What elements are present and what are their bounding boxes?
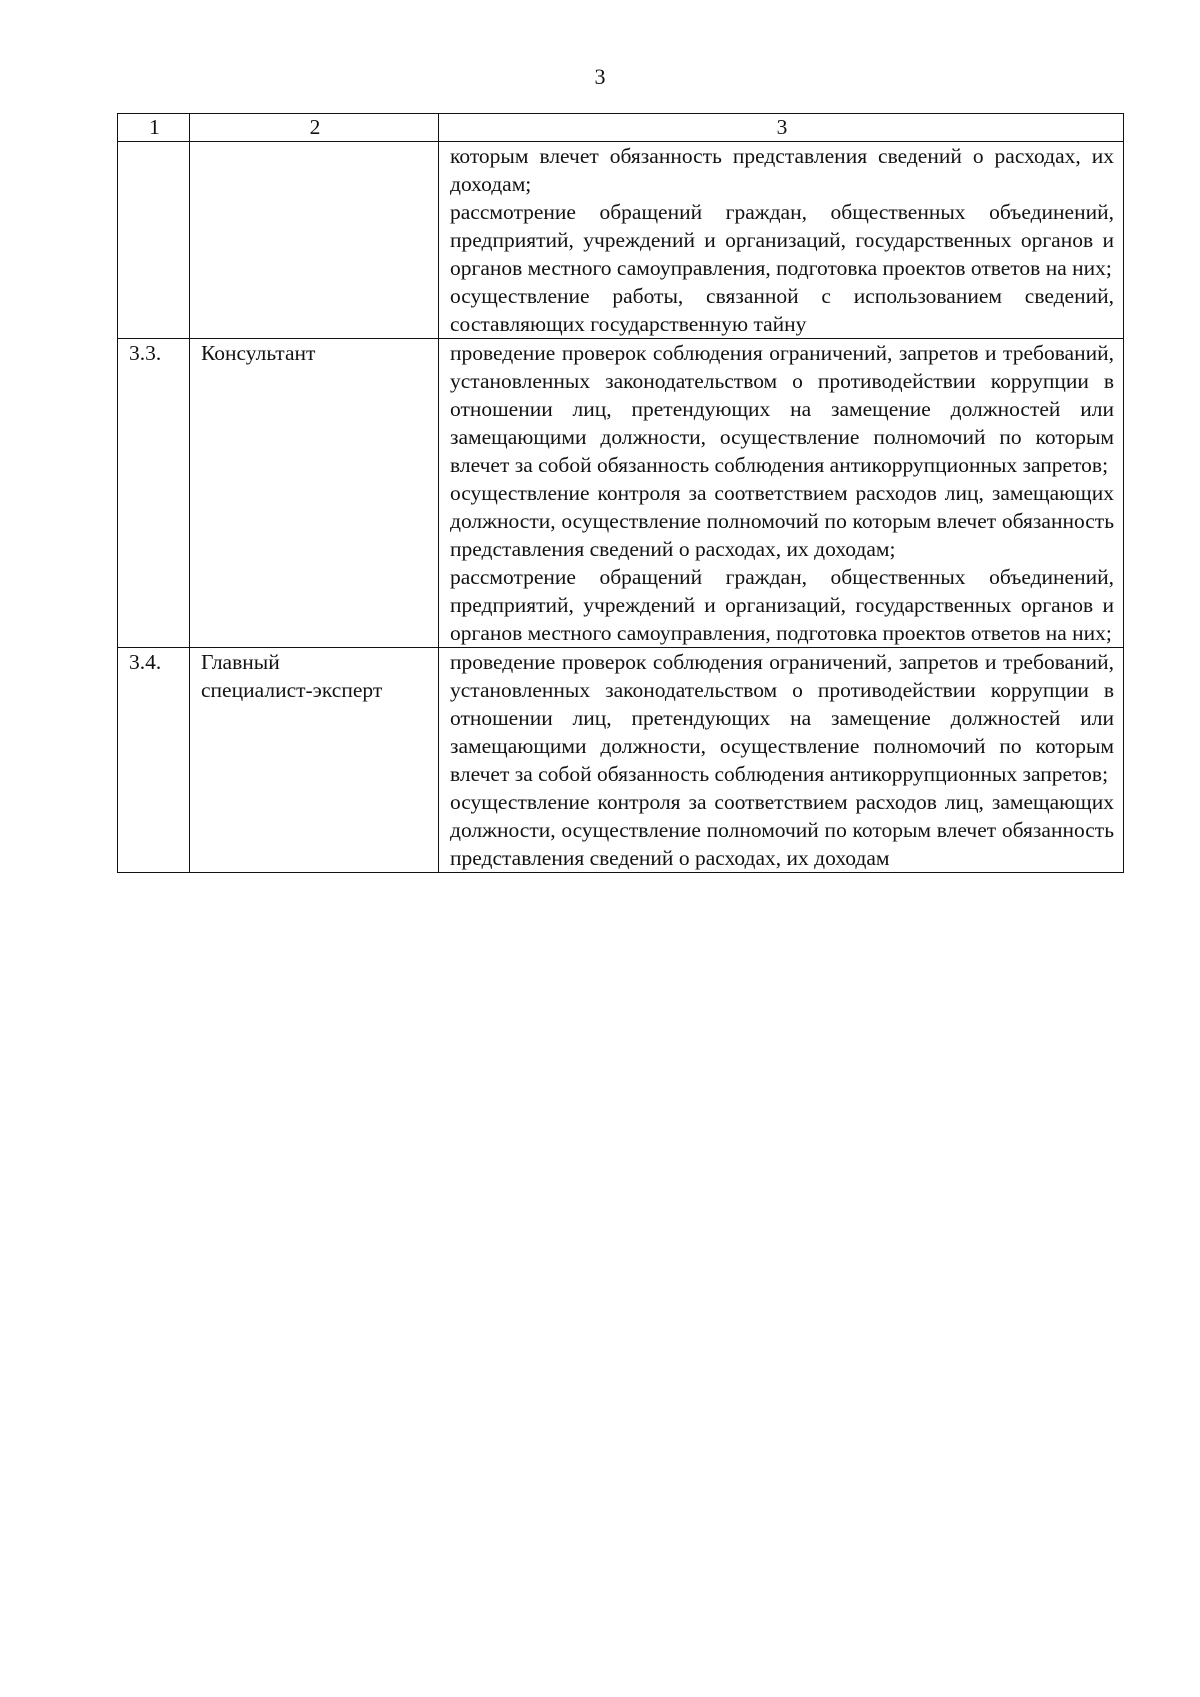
row-number (118, 142, 190, 339)
column-header-number: 1 (118, 114, 190, 142)
page-number: 3 (594, 64, 606, 89)
position-title: Консультант (201, 341, 316, 365)
duty-paragraph: рассмотрение обращений граждан, общественных объединений, предприятий, учреждений и организаций, государственных органов и органов местного самоуправления, подготовка проектов ответов на них; (450, 565, 1114, 645)
row-number: 3.4. (118, 648, 190, 873)
row-position (190, 142, 439, 339)
duty-paragraph: рассмотрение обращений граждан, общественных объединений, предприятий, учреждений и организаций, государственных органов и органов местного самоуправления, подготовка проектов ответов на них; (450, 200, 1114, 280)
duties-table (117, 113, 1124, 873)
duty-paragraph: проведение проверок соблюдения ограничений, запретов и требований, установленных законодательством о противодействии коррупции в отношении лиц, претендующих на замещение должностей или замещающими должности, осуществление полномочий по которым влечет за собой обязанность соблюдения антикоррупционных запретов; (450, 650, 1114, 786)
table-row (118, 142, 1124, 339)
position-title: специалист-эксперт (201, 678, 383, 702)
duty-paragraph: осуществление контроля за соответствием расходов лиц, замещающих должности, осуществление полномочий по которым влечет обязанность представления сведений о расходах, их доходам (450, 790, 1114, 870)
row-duties (439, 648, 1124, 873)
duty-paragraph: которым влечет обязанность представления сведений о расходах, их доходам; (450, 144, 1114, 196)
table-row (118, 339, 1124, 648)
table-header-row (118, 114, 1124, 142)
column-header-position: 2 (190, 114, 439, 142)
row-duties (439, 339, 1124, 648)
duty-paragraph: осуществление контроля за соответствием расходов лиц, замещающих должности, осуществление полномочий по которым влечет обязанность представления сведений о расходах, их доходам; (450, 481, 1114, 561)
row-position (190, 339, 439, 648)
row-duties (439, 142, 1124, 339)
position-title: Главный (201, 650, 280, 674)
column-header-duties: 3 (439, 114, 1124, 142)
row-number: 3.3. (118, 339, 190, 648)
row-position (190, 648, 439, 873)
duty-paragraph: проведение проверок соблюдения ограничений, запретов и требований, установленных законодательством о противодействии коррупции в отношении лиц, претендующих на замещение должностей или замещающими должности, осуществление полномочий по которым влечет за собой обязанность соблюдения антикоррупционных запретов; (450, 341, 1114, 477)
duty-paragraph: осуществление работы, связанной с использованием сведений, составляющих государственную тайну (450, 284, 1114, 336)
table-row (118, 648, 1124, 873)
